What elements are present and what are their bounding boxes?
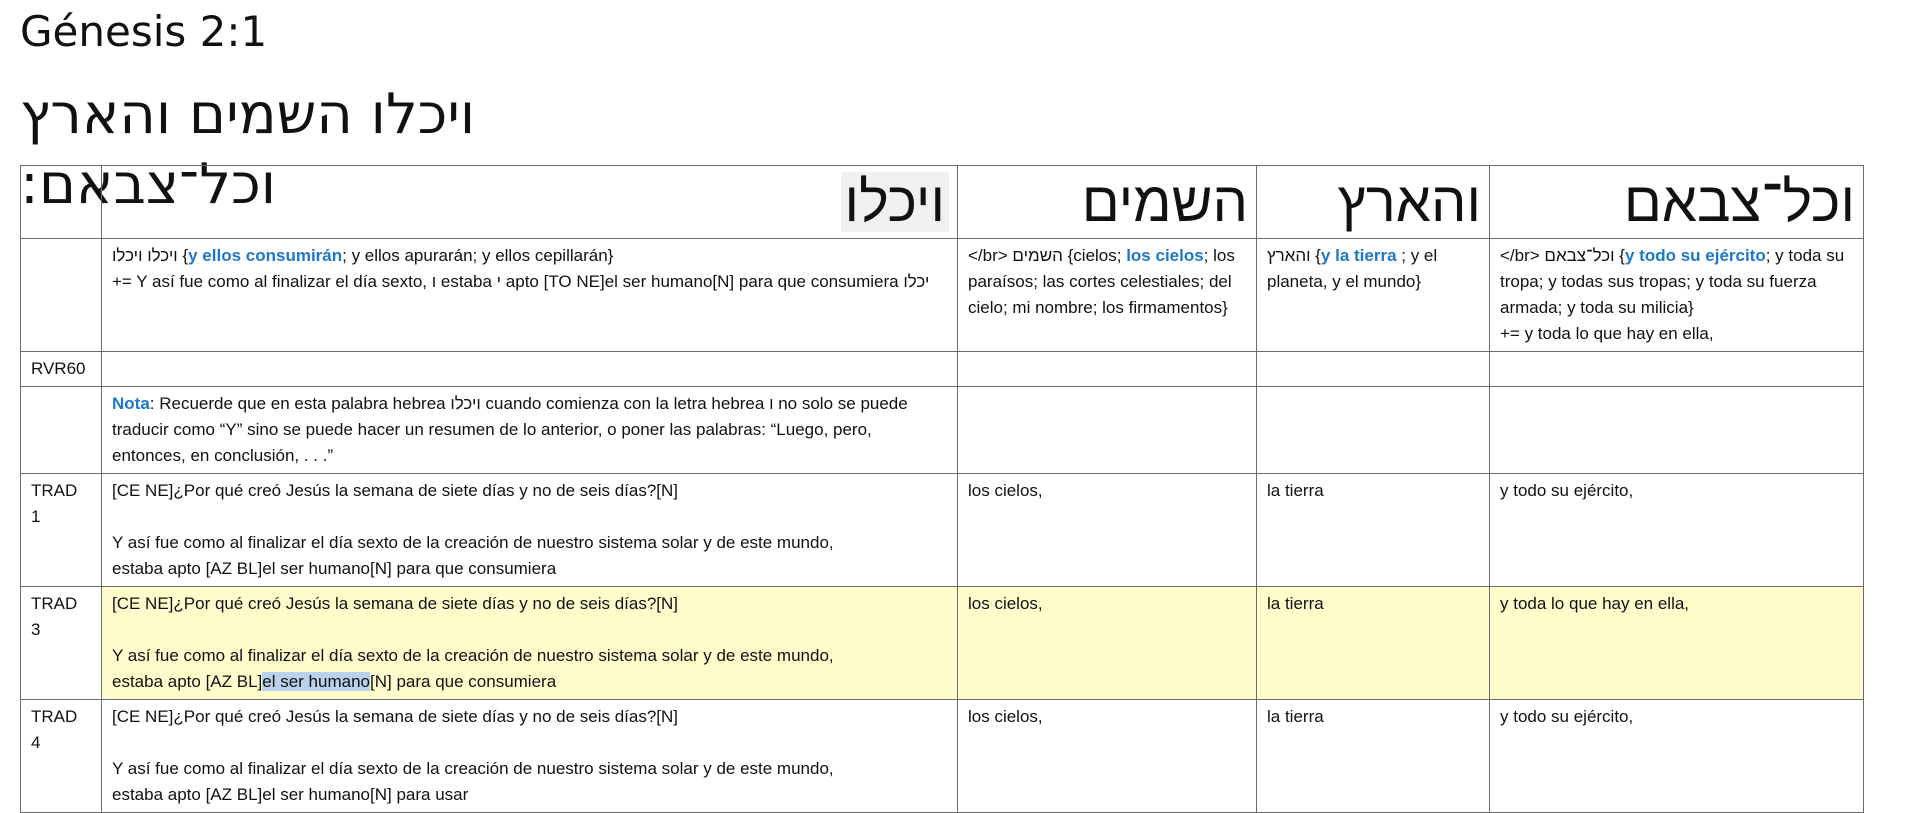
lexicon-entry [112, 243, 947, 269]
translation-cell[interactable]: los cielos, [958, 700, 1257, 813]
lexicon-rest: ; los paraísos; las cortes celestiales; del cielo; mi nombre; los firmamentos} [968, 246, 1235, 317]
note-text: : Recuerde que en esta palabra hebrea ויכלו cuando comienza con la letra hebrea ו no solo se puede traducir como “Y” sino se puede hacer un resumen de lo anterior, o poner las palabras: “Luego, pero, entonces, en conclusión, . . .” [112, 394, 908, 465]
translation-question [112, 591, 947, 617]
translation-end: [N] para que consumiera [370, 672, 557, 691]
question-text: Por qué creó Jesús la semana de siete días y no de seis días?[N] [183, 707, 679, 726]
subject-text: el ser humano [262, 559, 370, 578]
translation-end: [N] para que consumiera [370, 559, 557, 578]
hebrew-header-row [21, 166, 1864, 239]
translation-line: Y así fue como al finalizar el día sexto de la creación de nuestro sistema solar y de este mundo, [112, 759, 834, 778]
interlinear-table [20, 165, 1864, 813]
translation-end: [N] para usar [370, 785, 469, 804]
hebrew-word[interactable]: ויכלו [841, 172, 949, 232]
lexicon-cell[interactable] [102, 239, 958, 352]
selected-text[interactable]: el ser humano [262, 672, 370, 691]
translation-line: Y así fue como al finalizar el día sexto de la creación de nuestro sistema solar y de este mundo, [112, 533, 834, 552]
table-cell[interactable] [958, 352, 1257, 387]
subject-text: el ser humano [262, 785, 370, 804]
header-label-cell [21, 166, 102, 239]
translation-cell[interactable] [102, 474, 958, 587]
lexicon-gloss: += y toda lo que hay en ella, [1500, 324, 1714, 343]
lexicon-cell[interactable] [958, 239, 1257, 352]
question-mark: ¿ [173, 707, 184, 726]
question-text: Por qué creó Jesús la semana de siete días y no de seis días?[N] [183, 594, 679, 613]
hebrew-verse: ויכלו השמים והארץ וכל־צבאם: [20, 82, 476, 217]
header-word-cell[interactable] [1257, 166, 1490, 239]
table-cell[interactable] [1490, 352, 1864, 387]
question-text: Por qué creó Jesús la semana de siete días y no de seis días?[N] [183, 481, 679, 500]
lexicon-gloss: += Y así fue como al finalizar el día sexto, ו estaba י apto [TO NE]el ser humano[N] para que consumiera יכלו [112, 272, 930, 291]
lexicon-highlight: y ellos consumirán [188, 246, 343, 265]
row-label-cell: RVR60 [21, 352, 102, 387]
lexicon-highlight: los cielos [1126, 246, 1204, 265]
row-label-cell: TRAD 3 [21, 587, 102, 700]
translation-cell[interactable]: y todo su ejército, [1490, 700, 1864, 813]
table-cell[interactable] [1257, 352, 1490, 387]
table-cell[interactable] [102, 352, 958, 387]
rvr60-row [21, 352, 1864, 387]
hebrew-word[interactable]: השמים [1081, 170, 1248, 233]
translation-cell[interactable] [102, 700, 958, 813]
question-mark: ¿ [173, 481, 184, 500]
hebrew-word[interactable]: והארץ [1337, 170, 1481, 233]
row-label-cell: TRAD 1 [21, 474, 102, 587]
translation-cell[interactable]: la tierra [1257, 474, 1490, 587]
translation-cell[interactable]: y toda lo que hay en ella, [1490, 587, 1864, 700]
tag-text: estaba apto [AZ BL] [112, 672, 263, 691]
tag-text: [CE NE] [112, 594, 174, 613]
header-word-cell[interactable] [102, 166, 958, 239]
translation-cell[interactable]: la tierra [1257, 700, 1490, 813]
tag-text: estaba apto [AZ BL] [112, 559, 263, 578]
lexicon-prefix: </br> וכל־צבאם { [1500, 246, 1625, 265]
blank-line [112, 504, 947, 530]
note-row [21, 387, 1864, 474]
lexicon-row [21, 239, 1864, 352]
page-title: Génesis 2:1 [20, 7, 268, 56]
translation-cell[interactable] [102, 587, 958, 700]
lexicon-rest: ; y ellos apurarán; y ellos cepillarán} [342, 246, 614, 265]
translation-line [112, 556, 947, 582]
row-label-cell [21, 239, 102, 352]
translation-row [21, 474, 1864, 587]
lexicon-prefix: ויכלו ויכלו { [112, 246, 189, 265]
translation-row-highlighted [21, 587, 1864, 700]
lexicon-highlight: y todo su ejército [1624, 246, 1766, 265]
lexicon-rest: ; y el planeta, y el mundo} [1267, 246, 1438, 291]
tag-text: estaba apto [AZ BL] [112, 785, 263, 804]
header-word-cell[interactable] [1490, 166, 1864, 239]
translation-cell[interactable]: la tierra [1257, 587, 1490, 700]
lexicon-cell[interactable] [1257, 239, 1490, 352]
lexicon-prefix: והארץ { [1267, 246, 1321, 265]
translation-cell[interactable]: los cielos, [958, 474, 1257, 587]
table-cell[interactable] [1490, 387, 1864, 474]
table-cell[interactable] [1257, 387, 1490, 474]
tag-text: [CE NE] [112, 481, 174, 500]
lexicon-highlight: y la tierra [1320, 246, 1397, 265]
row-label-cell: TRAD 4 [21, 700, 102, 813]
blank-line [112, 730, 947, 756]
translation-row [21, 700, 1864, 813]
header-word-cell[interactable] [958, 166, 1257, 239]
row-label-cell [21, 387, 102, 474]
translation-line: Y así fue como al finalizar el día sexto de la creación de nuestro sistema solar y de este mundo, [112, 646, 834, 665]
tag-text: [CE NE] [112, 707, 174, 726]
lexicon-prefix: </br> השמים {cielos; [968, 246, 1127, 265]
blank-line [112, 617, 947, 643]
lexicon-rest: ; y toda su tropa; y todas sus tropas; y toda su fuerza armada; y toda su milicia} [1500, 246, 1845, 317]
translation-cell[interactable]: los cielos, [958, 587, 1257, 700]
hebrew-word[interactable]: וכל־צבאם [1623, 170, 1855, 233]
translation-cell[interactable]: y todo su ejército, [1490, 474, 1864, 587]
translation-line [112, 782, 947, 808]
note-cell[interactable] [102, 387, 958, 474]
translation-question [112, 704, 947, 730]
note-label: Nota [112, 394, 150, 413]
lexicon-entry [1500, 243, 1853, 321]
translation-question [112, 478, 947, 504]
lexicon-cell[interactable] [1490, 239, 1864, 352]
translation-line [112, 669, 947, 695]
table-cell[interactable] [958, 387, 1257, 474]
question-mark: ¿ [173, 594, 184, 613]
